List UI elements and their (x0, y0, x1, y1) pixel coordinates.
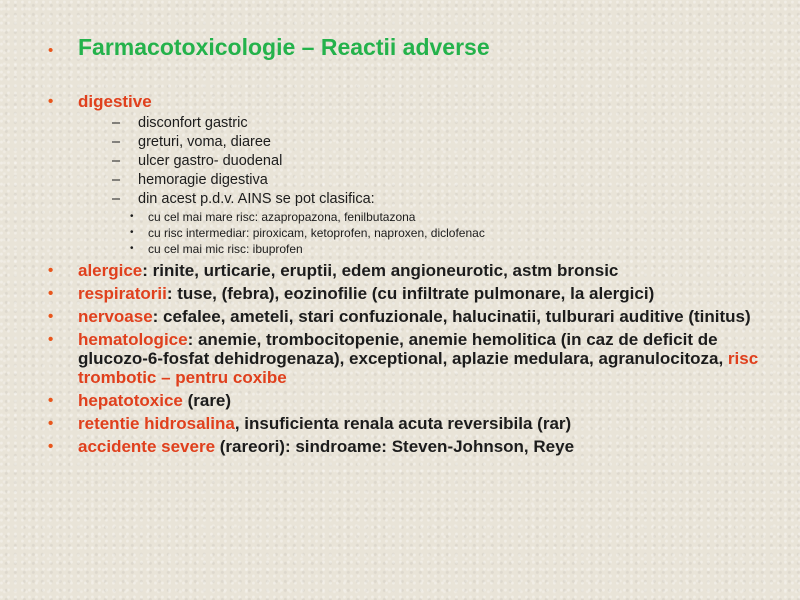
sub-item (112, 133, 780, 152)
list-item-accidente (48, 437, 780, 456)
category-detail: , insuficienta renala acuta reversibila (rar) (234, 414, 572, 433)
digestive-sub-list (112, 114, 780, 209)
bullet-icon: • (130, 227, 134, 238)
sub-item (112, 152, 780, 171)
category-label: retentie hidrosalina (78, 414, 235, 433)
dash-icon: – (112, 134, 121, 150)
bullet-icon: • (48, 93, 54, 110)
list-item-hematologice (48, 330, 780, 387)
category-label: hepatotoxice (78, 391, 183, 410)
sub-item-text: greturi, voma, diaree (138, 134, 271, 150)
list-item-digestive (48, 92, 780, 111)
sub-item-text: din acest p.d.v. AINS se pot clasifica: (138, 191, 375, 207)
dash-icon: – (112, 115, 121, 131)
classification-text: cu cel mai mare risc: azapropazona, fenilbutazona (148, 210, 416, 224)
category-detail: : anemie, trombocitopenie, anemie hemolitica (in caz de deficit de glucozo-6-fosfat dehidrogenaza), exceptional, aplazie medulara, agranulocitoza, (78, 330, 728, 368)
list-item-respiratorii (48, 284, 780, 303)
bullet-icon: • (48, 331, 54, 348)
dash-icon: – (112, 191, 121, 207)
category-label: respiratorii (78, 284, 167, 303)
main-list (48, 92, 780, 456)
list-item-retentie (48, 414, 780, 433)
item-text (78, 307, 751, 326)
bullet-icon: • (48, 438, 54, 455)
category-detail: : rinite, urticarie, eruptii, edem angioneurotic, astm bronsic (142, 261, 619, 280)
item-text (78, 330, 780, 387)
item-text (78, 391, 231, 410)
item-text (78, 261, 618, 280)
bullet-icon: • (130, 243, 134, 254)
dash-icon: – (112, 153, 121, 169)
bullet-icon: • (48, 392, 54, 409)
classification-item (130, 209, 780, 225)
bullet-icon: • (48, 42, 54, 59)
dash-icon: – (112, 172, 121, 188)
bullet-icon: • (48, 308, 54, 325)
classification-list (130, 209, 780, 257)
sub-item (112, 190, 780, 209)
category-detail: (rare) (182, 391, 232, 410)
category-detail: (rareori): sindroame: Steven-Johnson, Reye (215, 437, 575, 456)
bullet-icon: • (130, 211, 134, 222)
sub-item (112, 114, 780, 133)
bullet-icon: • (48, 285, 54, 302)
classification-text: cu cel mai mic risc: ibuprofen (148, 242, 303, 256)
category-label: accidente severe (78, 437, 216, 456)
slide-title: Farmacotoxicologie – Reactii adverse (78, 34, 490, 60)
list-item-alergice (48, 261, 780, 280)
category-label: nervoase (78, 307, 153, 326)
sub-item (112, 171, 780, 190)
sub-item-text: disconfort gastric (138, 115, 248, 131)
item-text (78, 284, 654, 303)
category-detail: : cefalee, ameteli, stari confuzionale, halucinatii, tulburari auditive (tinitus) (152, 307, 751, 326)
category-label: alergice (78, 261, 143, 280)
sub-item-text: hemoragie digestiva (138, 172, 268, 188)
category-detail: : tuse, (febra), eozinofilie (cu infiltrate pulmonare, la alergici) (166, 284, 655, 303)
item-text (78, 437, 574, 456)
list-item-hepatotoxice (48, 391, 780, 410)
classification-text: cu risc intermediar: piroxicam, ketoprofen, naproxen, diclofenac (148, 226, 485, 240)
category-label: digestive (78, 92, 152, 111)
title-row (48, 34, 490, 61)
highlight-text: risc trombotic – pentru coxibe (78, 349, 759, 387)
classification-item (130, 225, 780, 241)
list-item-nervoase (48, 307, 780, 326)
bullet-icon: • (48, 415, 54, 432)
item-text (78, 414, 571, 433)
classification-item (130, 241, 780, 257)
category-label: hematologice (78, 330, 188, 349)
bullet-icon: • (48, 262, 54, 279)
sub-item-text: ulcer gastro- duodenal (138, 153, 283, 169)
